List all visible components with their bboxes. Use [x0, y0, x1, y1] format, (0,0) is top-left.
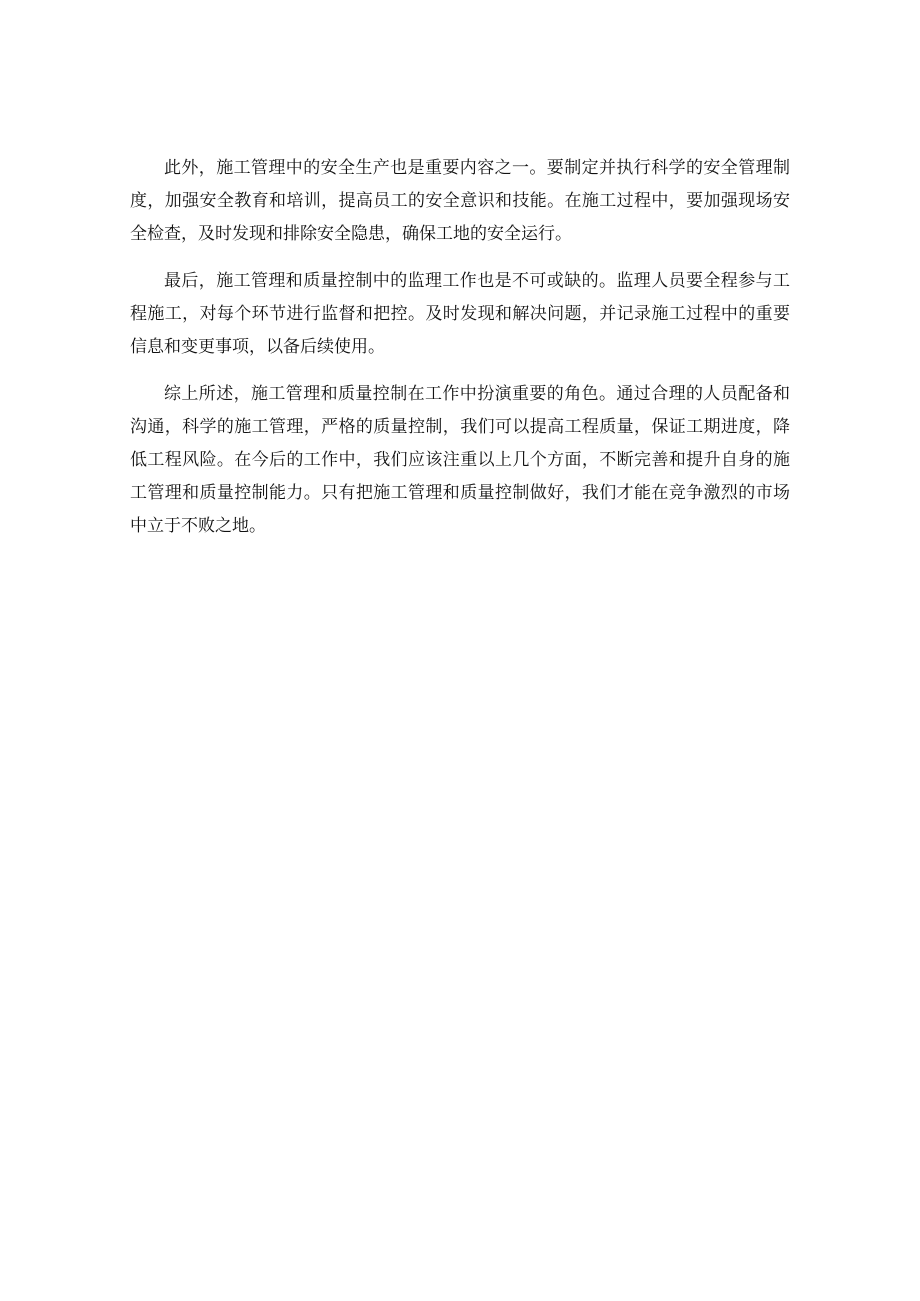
paragraph-conclusion: 综上所述，施工管理和质量控制在工作中扮演重要的角色。通过合理的人员配备和沟通，科学的施工管理，严格的质量控制，我们可以提高工程质量，保证工期进度，降低工程风险。在今后的工作中，我们应该注重以上几个方面，不断完善和提升自身的施工管理和质量控制能力。只有把施工管理和质量控制做好，我们才能在竞争激烈的市场中立于不败之地。	[130, 384, 790, 536]
paragraph-supervision: 最后，施工管理和质量控制中的监理工作也是不可或缺的。监理人员要全程参与工程施工，对每个环节进行监督和把控。及时发现和解决问题，并记录施工过程中的重要信息和变更事项，以备后续使用。	[130, 271, 790, 357]
paragraph-safety: 此外，施工管理中的安全生产也是重要内容之一。要制定并执行科学的安全管理制度，加强安全教育和培训，提高员工的安全意识和技能。在施工过程中，要加强现场安全检查，及时发现和排除安全隐患，确保工地的安全运行。	[130, 158, 790, 244]
document-body	[130, 152, 790, 557]
